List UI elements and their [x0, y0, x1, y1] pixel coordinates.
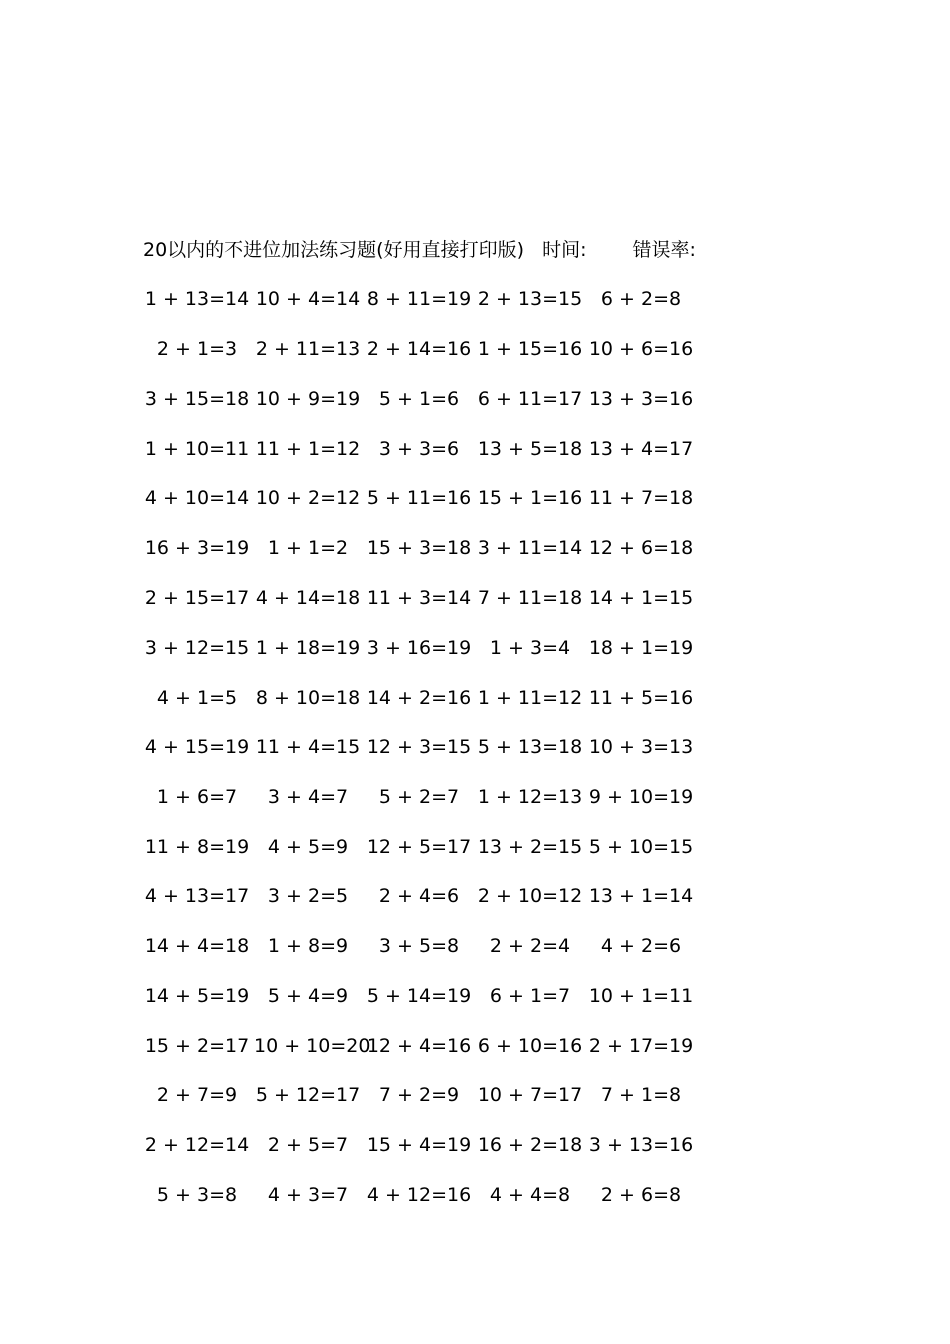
problem-row: [0, 833, 950, 861]
problem: 5 + 2=7: [378, 786, 460, 808]
problem: 13 + 4=17: [588, 438, 694, 460]
problem: 2 + 12=14: [144, 1134, 250, 1156]
problem: 2 + 5=7: [267, 1134, 349, 1156]
problem: 2 + 4=6: [378, 885, 460, 907]
problem: 11 + 7=18: [588, 487, 694, 509]
problem: 2 + 1=3: [156, 338, 238, 360]
problem: 3 + 12=15: [144, 637, 250, 659]
problem: 1 + 1=2: [267, 537, 349, 559]
problem-row: [0, 634, 950, 662]
problem-row: [0, 684, 950, 712]
problem: 12 + 4=16: [366, 1035, 472, 1057]
worksheet-title: 20以内的不进位加法练习题(好用直接打印版): [143, 239, 525, 261]
problem: 10 + 9=19: [255, 388, 361, 410]
problem: 11 + 1=12: [255, 438, 361, 460]
problem: 11 + 5=16: [588, 687, 694, 709]
problem: 16 + 2=18: [477, 1134, 583, 1156]
problem: 4 + 3=7: [267, 1184, 349, 1206]
problem-row: [0, 335, 950, 363]
time-label: 时间:: [542, 239, 587, 261]
problem: 3 + 2=5: [267, 885, 349, 907]
problem: 1 + 8=9: [267, 935, 349, 957]
problem-row: [0, 435, 950, 463]
problem: 3 + 11=14: [477, 537, 583, 559]
problem: 4 + 10=14: [144, 487, 250, 509]
problem-row: [0, 1081, 950, 1109]
problem: 10 + 1=11: [588, 985, 694, 1007]
problem: 13 + 2=15: [477, 836, 583, 858]
problem: 10 + 6=16: [588, 338, 694, 360]
problem-row: [0, 932, 950, 960]
problem: 4 + 13=17: [144, 885, 250, 907]
problem: 2 + 14=16: [366, 338, 472, 360]
problem: 5 + 13=18: [477, 736, 583, 758]
problem: 4 + 14=18: [255, 587, 361, 609]
problem-row: [0, 982, 950, 1010]
problem: 1 + 6=7: [156, 786, 238, 808]
problem: 15 + 2=17: [144, 1035, 250, 1057]
problem: 13 + 3=16: [588, 388, 694, 410]
problem: 16 + 3=19: [144, 537, 250, 559]
problem: 5 + 14=19: [366, 985, 472, 1007]
problem: 3 + 13=16: [588, 1134, 694, 1156]
problem: 11 + 8=19: [144, 836, 250, 858]
problem: 2 + 11=13: [255, 338, 361, 360]
problem: 1 + 18=19: [255, 637, 361, 659]
problem: 13 + 5=18: [477, 438, 583, 460]
problem: 2 + 13=15: [477, 288, 583, 310]
problem: 12 + 5=17: [366, 836, 472, 858]
problem: 10 + 3=13: [588, 736, 694, 758]
problem: 15 + 3=18: [366, 537, 472, 559]
problem-row: [0, 1032, 950, 1060]
problem: 1 + 3=4: [489, 637, 571, 659]
problem: 7 + 11=18: [477, 587, 583, 609]
problem: 1 + 11=12: [477, 687, 583, 709]
problem: 4 + 12=16: [366, 1184, 472, 1206]
problem: 5 + 12=17: [255, 1084, 361, 1106]
problem: 4 + 4=8: [489, 1184, 571, 1206]
problem: 5 + 11=16: [366, 487, 472, 509]
problem: 18 + 1=19: [588, 637, 694, 659]
problem: 9 + 10=19: [588, 786, 694, 808]
problem: 8 + 11=19: [366, 288, 472, 310]
problem: 3 + 4=7: [267, 786, 349, 808]
problem-row: [0, 534, 950, 562]
problem: 15 + 1=16: [477, 487, 583, 509]
problem: 5 + 4=9: [267, 985, 349, 1007]
problem-row: [0, 882, 950, 910]
problem: 6 + 11=17: [477, 388, 583, 410]
problem: 2 + 2=4: [489, 935, 571, 957]
problem: 12 + 3=15: [366, 736, 472, 758]
problem: 1 + 10=11: [144, 438, 250, 460]
problem-row: [0, 783, 950, 811]
problem: 14 + 1=15: [588, 587, 694, 609]
problem: 4 + 15=19: [144, 736, 250, 758]
problem-row: [0, 385, 950, 413]
problem: 1 + 12=13: [477, 786, 583, 808]
problem: 4 + 5=9: [267, 836, 349, 858]
problem: 10 + 2=12: [255, 487, 361, 509]
problem: 2 + 6=8: [600, 1184, 682, 1206]
problem: 10 + 10=20: [254, 1035, 371, 1057]
error-rate-label: 错误率:: [632, 239, 696, 261]
problem: 4 + 1=5: [156, 687, 238, 709]
problem: 8 + 10=18: [255, 687, 361, 709]
problem: 2 + 17=19: [588, 1035, 694, 1057]
problem: 15 + 4=19: [366, 1134, 472, 1156]
problem: 3 + 3=6: [378, 438, 460, 460]
problem-row: [0, 285, 950, 313]
problem: 2 + 15=17: [144, 587, 250, 609]
problem: 3 + 5=8: [378, 935, 460, 957]
problem: 2 + 7=9: [156, 1084, 238, 1106]
problem: 1 + 13=14: [144, 288, 250, 310]
worksheet-title-line: [143, 236, 696, 264]
problem-row: [0, 584, 950, 612]
problem: 3 + 15=18: [144, 388, 250, 410]
problem: 6 + 2=8: [600, 288, 682, 310]
problem-row: [0, 1181, 950, 1209]
problem: 2 + 10=12: [477, 885, 583, 907]
problem: 14 + 2=16: [366, 687, 472, 709]
problem: 6 + 1=7: [489, 985, 571, 1007]
problem: 5 + 10=15: [588, 836, 694, 858]
problem: 5 + 3=8: [156, 1184, 238, 1206]
problem: 3 + 16=19: [366, 637, 472, 659]
problem: 5 + 1=6: [378, 388, 460, 410]
problem: 4 + 2=6: [600, 935, 682, 957]
problem: 6 + 10=16: [477, 1035, 583, 1057]
problem: 14 + 4=18: [144, 935, 250, 957]
problem: 14 + 5=19: [144, 985, 250, 1007]
problem-row: [0, 1131, 950, 1159]
problem: 10 + 4=14: [255, 288, 361, 310]
problem: 7 + 1=8: [600, 1084, 682, 1106]
problem: 10 + 7=17: [477, 1084, 583, 1106]
problem: 1 + 15=16: [477, 338, 583, 360]
problem: 13 + 1=14: [588, 885, 694, 907]
problem: 11 + 3=14: [366, 587, 472, 609]
problem-row: [0, 733, 950, 761]
problem: 7 + 2=9: [378, 1084, 460, 1106]
problem: 12 + 6=18: [588, 537, 694, 559]
problem-row: [0, 484, 950, 512]
problem: 11 + 4=15: [255, 736, 361, 758]
